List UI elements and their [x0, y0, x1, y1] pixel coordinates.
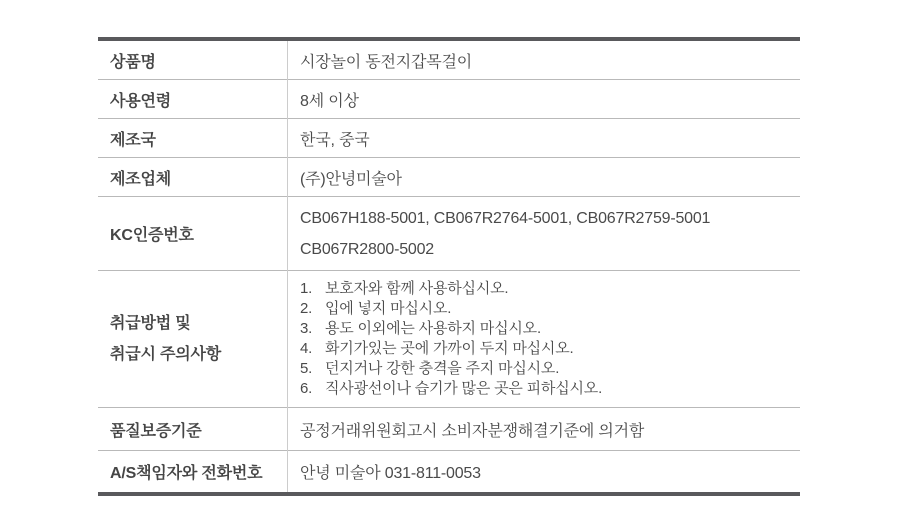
- list-item-text: 던지거나 강한 충격을 주지 마십시오.: [325, 360, 560, 377]
- kc-number-line: CB067H188-5001, CB067R2764-5001, CB067R2759-5001: [300, 209, 711, 227]
- list-item-text: 보호자와 함께 사용하십시오.: [325, 280, 509, 297]
- list-item-number: 2.: [300, 300, 313, 317]
- table-row-manufacturer: [98, 158, 800, 197]
- table-row-as-contact: [98, 451, 800, 492]
- list-item: [300, 339, 792, 359]
- list-item-text: 직사광선이나 습기가 많은 곳은 피하십시오.: [325, 380, 603, 397]
- table-row-country: [98, 119, 800, 158]
- list-item-number: 3.: [300, 320, 313, 337]
- row-value: 한국, 중국: [300, 131, 370, 149]
- product-info-table: [98, 37, 800, 496]
- row-label: [98, 308, 287, 370]
- list-item: [300, 379, 792, 399]
- row-value: 공정거래위원회고시 소비자분쟁해결기준에 의거함: [300, 422, 645, 440]
- row-value: [287, 271, 800, 407]
- table-row-product-name: [98, 41, 800, 80]
- row-label: KC인증번호: [110, 227, 194, 244]
- list-item: [300, 319, 792, 339]
- list-item: [300, 279, 792, 299]
- list-item-number: 5.: [300, 360, 313, 377]
- list-item-number: 6.: [300, 380, 313, 397]
- row-label: 제조업체: [110, 170, 172, 188]
- table-row-kc-certification: [98, 197, 800, 271]
- column-divider: [287, 41, 288, 492]
- table-row-warranty-standard: [98, 408, 800, 451]
- list-item: [300, 299, 792, 319]
- row-value: [287, 203, 800, 265]
- row-label: A/S책임자와 전화번호: [110, 465, 263, 482]
- row-label-line: 취급시 주의사항: [110, 346, 222, 363]
- list-item-text: 화기가있는 곳에 가까이 두지 마십시오.: [325, 340, 574, 357]
- row-value: 안녕 미술아 031-811-0053: [300, 465, 481, 482]
- list-item-text: 입에 넣지 마십시오.: [325, 300, 452, 317]
- row-label: 제조국: [110, 131, 156, 149]
- row-value: (주)안녕미술아: [300, 170, 402, 188]
- table-row-handling-precautions: [98, 271, 800, 408]
- row-label-line: 취급방법 및: [110, 315, 191, 332]
- row-label: 상품명: [110, 53, 156, 71]
- kc-number-line: CB067R2800-5002: [300, 240, 434, 258]
- row-label: 사용연령: [110, 92, 172, 110]
- row-value: 시장놀이 동전지갑목걸이: [300, 53, 473, 71]
- table-row-usage-age: [98, 80, 800, 119]
- list-item-number: 4.: [300, 340, 313, 357]
- precaution-list: [300, 271, 792, 407]
- row-label: 품질보증기준: [110, 422, 202, 440]
- list-item-text: 용도 이외에는 사용하지 마십시오.: [325, 320, 541, 337]
- list-item: [300, 359, 792, 379]
- row-value: 8세 이상: [300, 92, 359, 110]
- list-item-number: 1.: [300, 280, 313, 297]
